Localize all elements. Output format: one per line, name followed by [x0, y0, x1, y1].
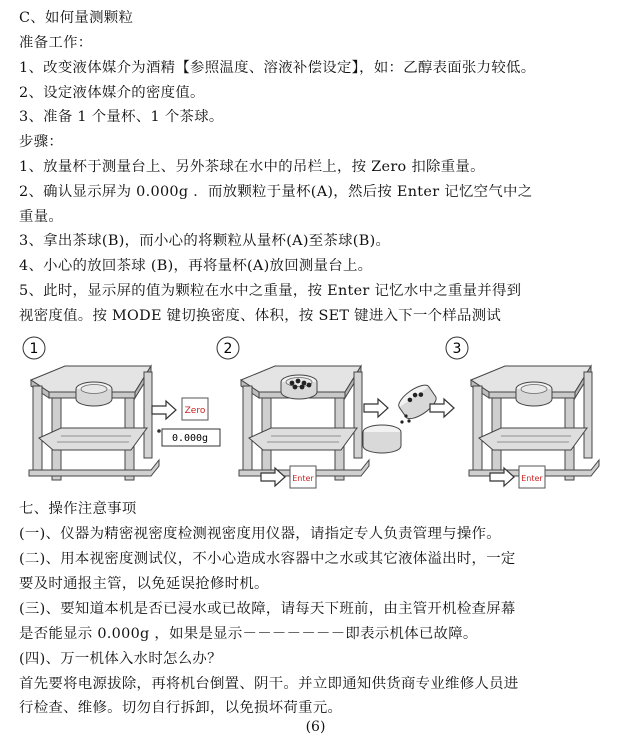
note-line: (四)、万一机体入水时怎么办？	[19, 651, 222, 667]
note-line: (二)、用本视密度测试仪，不小心造成水容器中之水或其它液体溢出时，一定	[19, 551, 516, 567]
step-line: 重量。	[19, 209, 64, 225]
section-7-heading: 七、操作注意事项	[19, 501, 137, 517]
zero-button-label: Zero	[184, 406, 206, 416]
note-line: 首先要将电源拔除，再将机台倒置、阴干。并立即通知供货商专业维修人员进	[19, 676, 519, 692]
note-line: 行检查、维修。切勿自行拆卸，以免损坏荷重元。	[19, 700, 343, 716]
enter-button-label: Enter	[292, 474, 314, 483]
step-line: 4、小心的放回茶球 (B)，再将量杯(A)放回测量台上。	[19, 258, 373, 274]
step-line: 视密度值。按 MODE 键切换密度、体积，按 SET 键进入下一个样品测试	[19, 308, 502, 324]
stand-3	[469, 366, 599, 480]
section-c-heading: C、如何量测颗粒	[19, 10, 134, 26]
stand-2	[239, 366, 369, 480]
step-line: 5、此时，显示屏的值为颗粒在水中之重量，按 Enter 记忆水中之重量并得到	[19, 283, 522, 299]
prep-title: 准备工作：	[19, 35, 93, 51]
enter-button-label: Enter	[521, 474, 543, 483]
note-line: 是否能显示 0.000g ，如果是显示－－－－－－－即表示机体已故障。	[19, 626, 478, 642]
step-line: 3、拿出茶球(B)，而小心的将颗粒从量杯(A)至茶球(B)。	[19, 233, 391, 249]
note-line: (一)、仪器为精密视密度检测视密度用仪器，请指定专人负责管理与操作。	[19, 526, 501, 542]
arrow-right-icon	[152, 401, 176, 419]
note-line: 要及时通报主管，以免延误抢修时机。	[19, 576, 269, 592]
display-value: 0.000g	[171, 433, 209, 444]
step-number: 1	[29, 341, 39, 357]
prep-item: 2、设定液体媒介的密度值。	[19, 85, 205, 101]
step-line: 1、放量杯于测量台上、另外茶球在水中的吊栏上，按 Zero 扣除重量。	[19, 159, 485, 175]
tea-ball	[363, 425, 401, 453]
prep-item: 1、改变液体媒介为酒精【参照温度、溶液补偿设定】，如：乙醇表面张力较低。	[19, 60, 536, 76]
note-line: (三)、要知道本机是否已浸水或已故障，请每天下班前，由主管开机检查屏幕	[19, 601, 516, 617]
page-number: (6)	[305, 719, 326, 735]
step-number: 3	[452, 341, 462, 357]
tilted-cup	[395, 381, 439, 423]
procedure-illustration	[14, 334, 614, 494]
prep-item: 3、准备 1 个量杯、1 个茶球。	[19, 109, 224, 125]
stand-1	[29, 366, 159, 480]
step-number: 2	[223, 341, 233, 357]
step-line: 2、确认显示屏为 0.000g ．而放颗粒于量杯(A)，然后按 Enter 记忆空气中之	[19, 184, 533, 200]
arrow-right-icon	[364, 399, 388, 417]
steps-title: 步骤：	[19, 134, 64, 150]
